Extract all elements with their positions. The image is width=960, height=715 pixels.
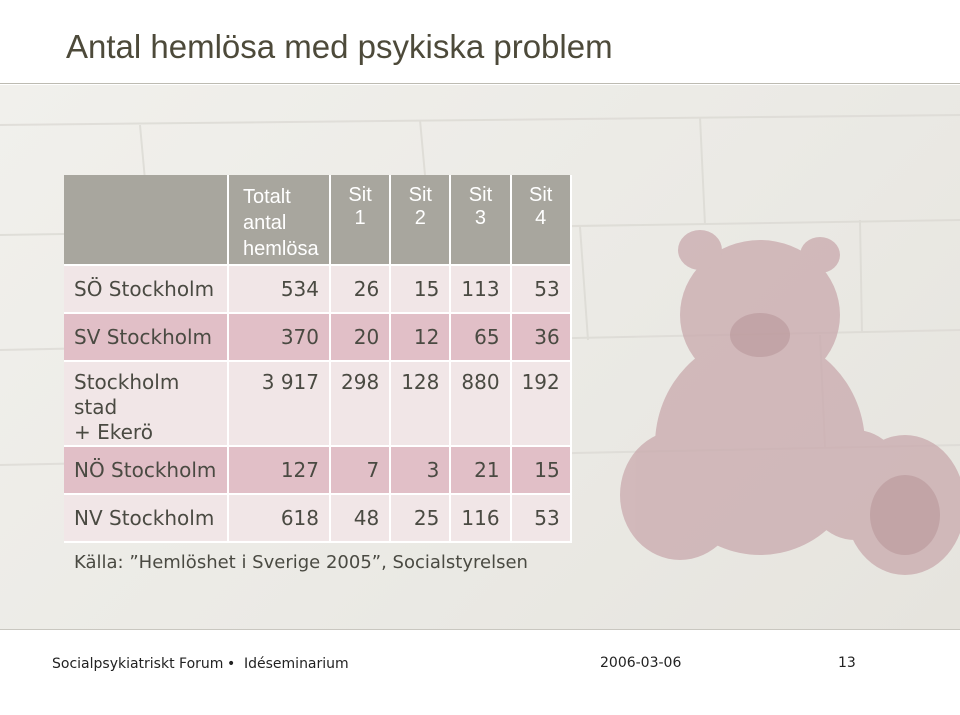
row-label: SÖ Stockholm: [64, 266, 229, 314]
footer-bullet-icon: •: [227, 656, 236, 672]
header-sit-3: Sit 3: [451, 175, 511, 266]
cell-sit-3: 116: [451, 495, 511, 543]
source-citation: Källa: ”Hemlöshet i Sverige 2005”, Socialstyrelsen: [74, 552, 528, 573]
footer-date: 2006-03-06: [600, 655, 682, 671]
cell-sit-1: 20: [331, 314, 391, 362]
cell-sit-2: 3: [391, 447, 451, 495]
cell-sit-3: 113: [451, 266, 511, 314]
table-row: [64, 362, 572, 447]
cell-total: 618: [229, 495, 331, 543]
header-total-line-2: antal: [243, 212, 287, 234]
row-label-line-2: + Ekerö: [74, 420, 153, 444]
header-total: [229, 175, 331, 266]
cell-sit-1: 7: [331, 447, 391, 495]
cell-total: 127: [229, 447, 331, 495]
cell-total: 3 917: [229, 362, 331, 447]
row-label: [64, 362, 229, 447]
footer-event: Idéseminarium: [244, 656, 349, 672]
row-label: NÖ Stockholm: [64, 447, 229, 495]
page-number: 13: [838, 655, 856, 671]
header-total-line-1: Totalt: [243, 186, 291, 208]
row-label: NV Stockholm: [64, 495, 229, 543]
cell-sit-1: 48: [331, 495, 391, 543]
cell-sit-1: 298: [331, 362, 391, 447]
header-sit-2: Sit 2: [391, 175, 451, 266]
table-row: [64, 447, 572, 495]
cell-sit-2: 25: [391, 495, 451, 543]
table-row: [64, 314, 572, 362]
cell-sit-3: 880: [451, 362, 511, 447]
header-corner: [64, 175, 229, 266]
cell-sit-3: 21: [451, 447, 511, 495]
cell-total: 370: [229, 314, 331, 362]
header-total-line-3: hemlösa: [243, 238, 319, 260]
row-label-line-1: Stockholm stad: [74, 370, 180, 419]
cell-sit-4: 15: [512, 447, 572, 495]
footer-organization: Socialpsykiatriskt Forum: [52, 656, 224, 672]
table-header-row: [64, 175, 572, 266]
cell-sit-1: 26: [331, 266, 391, 314]
header-sit-4: Sit 4: [512, 175, 572, 266]
cell-sit-4: 192: [512, 362, 572, 447]
cell-sit-4: 53: [512, 266, 572, 314]
cell-sit-4: 53: [512, 495, 572, 543]
header-sit-1: Sit 1: [331, 175, 391, 266]
cell-sit-2: 15: [391, 266, 451, 314]
cell-sit-2: 128: [391, 362, 451, 447]
table-row: [64, 495, 572, 543]
row-label: SV Stockholm: [64, 314, 229, 362]
cell-total: 534: [229, 266, 331, 314]
title-divider: [0, 83, 960, 84]
table-row: [64, 266, 572, 314]
slide-title: Antal hemlösa med psykiska problem: [66, 28, 613, 65]
footer-divider: [0, 629, 960, 630]
homeless-statistics-table: [64, 175, 572, 543]
cell-sit-4: 36: [512, 314, 572, 362]
cell-sit-2: 12: [391, 314, 451, 362]
cell-sit-3: 65: [451, 314, 511, 362]
